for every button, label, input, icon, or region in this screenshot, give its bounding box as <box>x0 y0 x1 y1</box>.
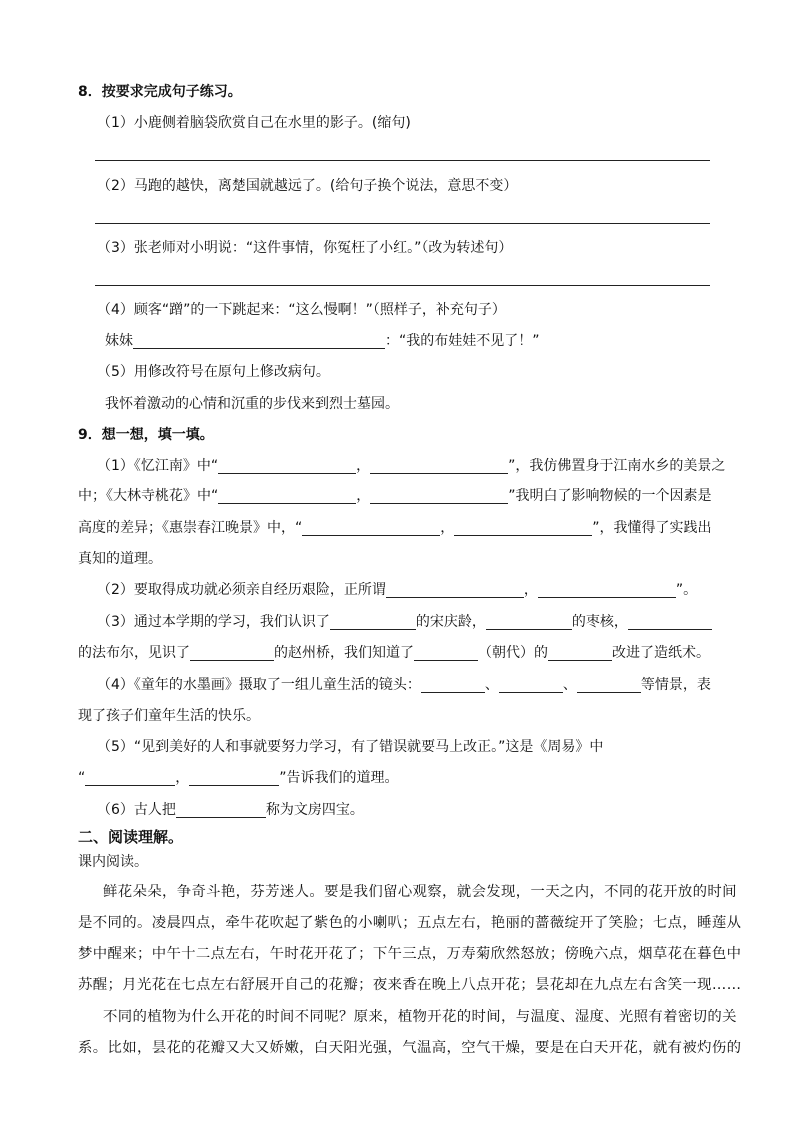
q9-s6-text-a: （6）古人把 <box>97 802 176 818</box>
q9-s1-text-e: ， <box>356 488 371 504</box>
q8-item-4-blank[interactable] <box>133 332 385 349</box>
q9-s2-blank-2[interactable] <box>538 581 676 598</box>
q8-item-2: （2）马跑的越快，离楚国就越远了。(给句子换个说法，意思不变） <box>97 178 518 194</box>
q8-item-4-prefix: 妹妹 <box>105 333 133 349</box>
reading-p2-line-2: 系。比如，昙花的花瓣又大又娇嫩，白天阳光强，气温高，空气干燥，要是在白天开花，就有被灼伤的 <box>78 1040 742 1056</box>
q9-s1-text-a: （1）《忆江南》中“ <box>97 458 219 474</box>
q9-s1-text-f: ”我明白了影响物候的一个因素是 <box>508 488 712 504</box>
q9-s1-blank-2[interactable] <box>370 457 508 474</box>
q9-s4-line-1 <box>97 675 711 695</box>
reading-p1-line-2: 是不同的。凌晨四点，牵牛花吹起了紫色的小喇叭；五点左右，艳丽的蔷薇绽开了笑脸；七点，睡莲从 <box>78 915 742 931</box>
q8-item-5-sentence: 我怀着激动的心情和沉重的步伐来到烈士墓园。 <box>105 396 399 412</box>
q9-s4-blank-3[interactable] <box>577 676 641 693</box>
reading-p1-line-1: 鲜花朵朵，争奇斗艳，芬芳迷人。要是我们留心观察，就会发现，一天之内，不同的花开放的时间 <box>103 884 737 900</box>
q9-s1-blank-4[interactable] <box>370 487 508 504</box>
q9-s5-text-d: ”告诉我们的道理。 <box>279 770 399 786</box>
q8-item-1: （1）小鹿侧着脑袋欣赏自己在水里的影子。(缩句) <box>97 115 411 131</box>
q9-s2-text-c: ”。 <box>675 582 698 598</box>
q9-s3-blank-2[interactable] <box>486 613 572 630</box>
q9-s3-text-g: 改进了造纸术。 <box>612 645 710 661</box>
q9-s1-text-i: ”，我懂得了实践出 <box>592 520 712 536</box>
q9-s1-blank-6[interactable] <box>454 519 592 536</box>
q9-s3-blank-4[interactable] <box>190 644 274 661</box>
q9-s1-blank-1[interactable] <box>218 457 356 474</box>
q9-s3-blank-6[interactable] <box>548 644 612 661</box>
q9-s1-blank-5[interactable] <box>302 519 440 536</box>
q9-s5-blank-2[interactable] <box>189 769 279 786</box>
q9-s4-blank-1[interactable] <box>421 676 485 693</box>
q8-item-5: （5）用修改符号在原句上修改病句。 <box>97 364 330 380</box>
q9-s4-text-b: 、 <box>484 677 499 693</box>
q9-s1-line-3 <box>78 518 712 538</box>
q9-s3-blank-5[interactable] <box>414 644 478 661</box>
q9-s4-text-a: （4）《童年的水墨画》摄取了一组儿童生活的镜头： <box>97 677 421 693</box>
q9-s1-text-h: ， <box>440 520 455 536</box>
q9-s1-line-2 <box>78 486 712 506</box>
q9-s2-blank-1[interactable] <box>386 581 524 598</box>
q9-s6-blank-1[interactable] <box>176 801 266 818</box>
q9-s4-text-c: 、 <box>562 677 577 693</box>
q9-s3-text-e: 的赵州桥，我们知道了 <box>274 645 414 661</box>
q9-s2 <box>97 580 697 600</box>
q9-s3-line-2 <box>78 643 710 663</box>
q8-answer-line-2[interactable] <box>95 223 710 224</box>
section-2-title: 二、阅读理解。 <box>78 828 184 846</box>
q9-s3-line-1 <box>97 612 712 632</box>
q8-item-3: （3）张老师对小明说：“这件事情，你冤枉了小红。”（改为转述句） <box>97 240 513 256</box>
q9-title: 9．想一想，填一填。 <box>78 427 214 443</box>
reading-p1-line-3: 梦中醒来；中午十二点左右，午时花开花了；下午三点，万寿菊欣然怒放；傍晚六点，烟草花在暮色中 <box>78 946 742 962</box>
q9-s3-blank-1[interactable] <box>330 613 416 630</box>
q9-s1-blank-3[interactable] <box>218 487 356 504</box>
q9-s3-blank-3[interactable] <box>628 613 712 630</box>
q9-s1-line-1 <box>97 456 725 476</box>
q8-answer-line-1[interactable] <box>95 160 710 161</box>
q9-s2-text-a: （2）要取得成功就必须亲自经历艰险，正所谓 <box>97 582 386 598</box>
q9-s1-text-b: ， <box>356 458 371 474</box>
q9-s1-line-4: 真知的道理。 <box>78 551 162 567</box>
q9-s3-text-c: 的枣核， <box>571 614 628 630</box>
q9-s6 <box>97 800 364 820</box>
q9-s1-text-g: 高度的差异；《惠崇春江晚景》中，“ <box>78 520 303 536</box>
q8-item-4-suffix: ：“我的布娃娃不见了！” <box>385 333 540 349</box>
q9-s4-blank-2[interactable] <box>499 676 563 693</box>
q9-s3-text-f: （朝代）的 <box>478 645 548 661</box>
q8-item-4: （4）顾客“蹭”的一下跳起来：“这么慢啊！”（照样子，补充句子） <box>97 302 506 318</box>
q9-s6-text-b: 称为文房四宝。 <box>265 802 364 818</box>
reading-p2-line-1: 不同的植物为什么开花的时间不同呢？原来，植物开花的时间，与温度、湿度、光照有着密切的关 <box>103 1009 737 1025</box>
q9-s3-text-a: （3）通过本学期的学习，我们认识了 <box>97 614 330 630</box>
q9-s2-text-b: ， <box>523 582 538 598</box>
q9-s4-text-d: 等情景，表 <box>640 677 711 693</box>
section-2-subtitle: 课内阅读。 <box>78 854 148 870</box>
q8-title: 8．按要求完成句子练习。 <box>78 84 242 100</box>
reading-p1-line-4: 苏醒；月光花在七点左右舒展开自己的花瓣；夜来香在晚上八点开花；昙花却在九点左右含笑一现…… <box>78 977 742 993</box>
q9-s5-blank-1[interactable] <box>85 769 175 786</box>
q9-s1-text-c: ”，我仿佛置身于江南水乡的美景之 <box>508 458 726 474</box>
q9-s4-line-2: 现了孩子们童年生活的快乐。 <box>78 708 260 724</box>
q8-item-4-answer <box>105 331 540 351</box>
q9-s1-text-d: 中；《大林寺桃花》中“ <box>78 488 219 504</box>
q9-s3-text-b: 的宋庆龄， <box>415 614 486 630</box>
q8-answer-line-3[interactable] <box>95 285 710 286</box>
q9-s5-text-c: ， <box>175 770 190 786</box>
q9-s5-line-2 <box>78 768 399 788</box>
q9-s5-text-b: “ <box>78 770 86 786</box>
q9-s5-line-1: （5）“见到美好的人和事就要努力学习，有了错误就要马上改正。”这是《周易》中 <box>97 739 604 755</box>
q9-s3-text-d: 的法布尔，见识了 <box>78 645 190 661</box>
